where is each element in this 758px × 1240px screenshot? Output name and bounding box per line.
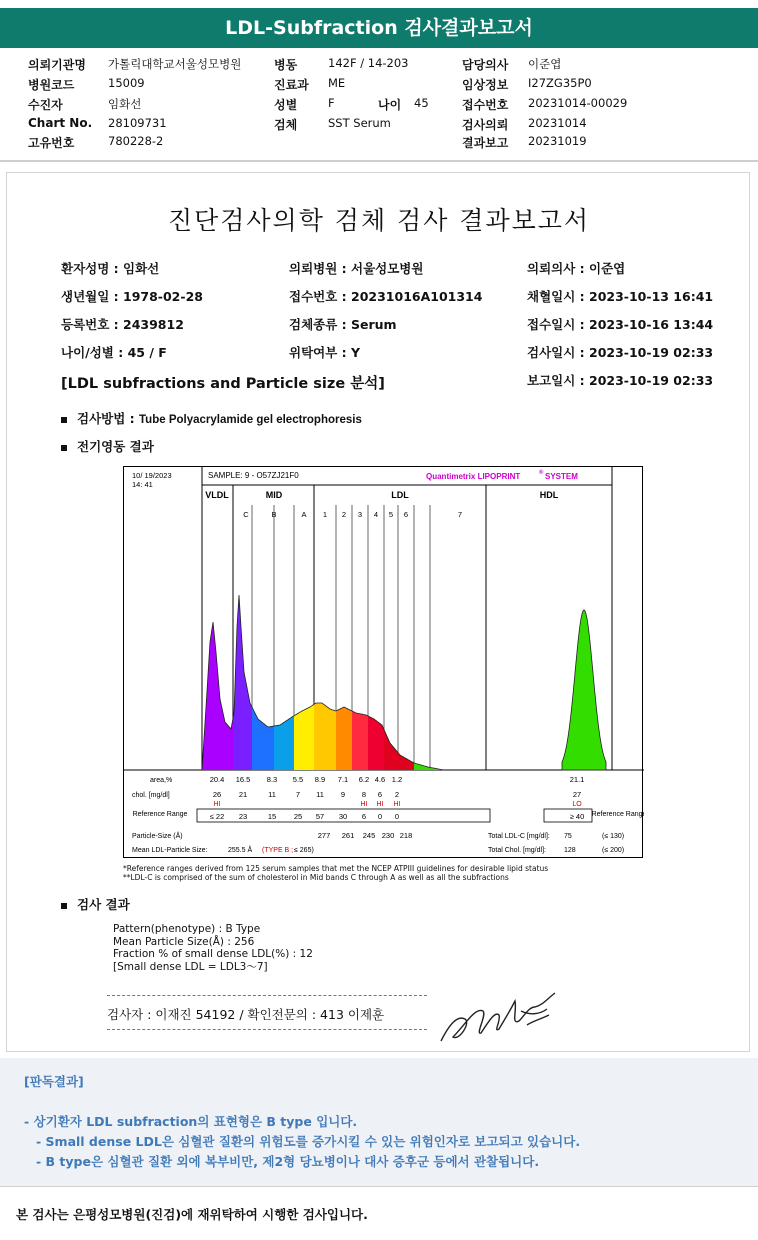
area-value: 21.1	[569, 775, 585, 784]
header-value: I27ZG35P0	[528, 76, 592, 90]
chol-value: 11	[316, 790, 324, 799]
chol-value: 8	[361, 790, 367, 799]
patient-outsourced: 위탁여부 : Y	[289, 345, 361, 360]
signers: 검사자 : 이재진 54192 / 확인전문의 : 413 이제훈	[107, 1007, 385, 1022]
method-line	[61, 409, 362, 427]
patient-doctor: 의뢰의사 : 이준엽	[527, 261, 626, 276]
chol-value: 21	[238, 790, 248, 799]
area-value: 6.2	[358, 775, 370, 784]
area-value: 8.9	[314, 775, 326, 784]
bullet-icon	[61, 417, 67, 423]
band-label: 1	[322, 510, 328, 519]
area-value: 5.5	[292, 775, 304, 784]
patient-reported: 보고일시 : 2023-10-19 02:33	[527, 373, 714, 388]
header-key: 접수번호	[462, 98, 509, 112]
header-value: 780228-2	[108, 134, 164, 148]
result-line: Fraction % of small dense LDL(%) : 12	[113, 948, 313, 960]
fraction-area	[252, 707, 274, 770]
flag-value: LO	[572, 801, 582, 808]
flag-value: HI	[376, 801, 384, 808]
chart-time: 14: 41	[132, 480, 153, 489]
chol-value: 6	[377, 790, 383, 799]
ref-box-hdl	[544, 809, 592, 822]
header-value: 20231014-00029	[528, 96, 628, 110]
result-line: Pattern(phenotype) : B Type	[113, 923, 261, 935]
ref-hdl-label: Reference Range	[591, 811, 644, 818]
header-value: 20231019	[528, 134, 587, 148]
patient-name: 환자성명 : 임화선	[61, 261, 160, 276]
ref-value: 0	[377, 812, 383, 821]
interpretation-panel	[0, 1058, 758, 1186]
electro-heading	[61, 437, 154, 455]
patient-age-sex: 나이/성별 : 45 / F	[61, 345, 167, 360]
total-ldl-label: Total LDL-C [mg/dl]:	[488, 833, 550, 840]
ref-value: 23	[238, 812, 248, 821]
ref-value: 25	[293, 812, 303, 821]
group-label: HDL	[539, 490, 559, 500]
header-key: 진료과	[274, 78, 309, 92]
header-key: 나이	[378, 98, 402, 112]
result-heading	[61, 895, 130, 913]
interpretation-title: [판독결과]	[24, 1074, 84, 1089]
chol-value: 11	[268, 790, 276, 799]
band-label: A	[301, 510, 307, 519]
fraction-area	[274, 716, 294, 770]
chart-brand-suffix: SYSTEM	[545, 472, 578, 481]
group-label: VLDL	[205, 490, 229, 500]
patient-specimen: 검체종류 : Serum	[289, 317, 397, 332]
ref-value: 30	[338, 812, 348, 821]
patient-tested: 검사일시 : 2023-10-19 02:33	[527, 345, 714, 360]
band-label: C	[243, 510, 249, 519]
area-value: 16.5	[235, 775, 251, 784]
electro-label: 전기영동 결과	[77, 439, 154, 454]
header-key: 수진자	[28, 98, 63, 112]
header-key: 병동	[274, 58, 298, 72]
result-label: 검사 결과	[77, 897, 130, 912]
patient-reg-no: 등록번호 : 2439812	[61, 317, 184, 332]
band-label: 3	[357, 510, 363, 519]
header-key: 검체	[274, 118, 298, 132]
particle-value: 245	[362, 831, 376, 840]
particle-value: 230	[381, 831, 395, 840]
chol-value: 7	[295, 790, 301, 799]
particle-value: 277	[317, 831, 331, 840]
particle-value: 218	[399, 831, 413, 840]
ref-value: ≥ 40	[569, 812, 585, 821]
ref-value: 15	[267, 812, 277, 821]
patient-collected: 채혈일시 : 2023-10-13 16:41	[527, 289, 714, 304]
fraction-area	[352, 711, 368, 770]
ref-value: 0	[394, 812, 400, 821]
chart-brand-reg: ®	[539, 470, 544, 476]
band-label: 5	[388, 510, 394, 519]
fraction-area	[368, 716, 384, 770]
mean-size-type: (TYPE B ;	[262, 847, 294, 854]
chol-value: 27	[572, 790, 582, 799]
band-label: 7	[457, 510, 463, 519]
header-key: 성별	[274, 98, 298, 112]
chart-date: 10/ 19/2023	[132, 471, 172, 480]
bottom-note: 본 검사는 은평성모병원(진검)에 재위탁하여 시행한 검사입니다.	[16, 1207, 368, 1222]
band-label: 4	[373, 510, 379, 519]
area-value: 7.1	[337, 775, 349, 784]
electrophoresis-chart	[123, 466, 643, 858]
method-value: Tube Polyacrylamide gel electrophoresis	[139, 414, 362, 426]
header-value: F	[328, 96, 335, 110]
header-key: 임상정보	[462, 78, 509, 92]
header-key: 검사의뢰	[462, 118, 509, 132]
signature-divider	[107, 1029, 427, 1030]
header-value: 28109731	[108, 116, 167, 130]
chart-sample: SAMPLE: 9 - O57ZJ21F0	[208, 471, 299, 480]
interpretation-line: - B type은 심혈관 질환 외에 복부비만, 제2형 당뇨병이나 대사 증후군 등에서 관찰됩니다.	[36, 1154, 540, 1169]
header-value: 15009	[108, 76, 145, 90]
patient-receipt-no: 접수번호 : 20231016A101314	[289, 289, 483, 304]
chart-svg	[124, 467, 644, 859]
header-value: 가톨릭대학교서울성모병원	[108, 57, 242, 71]
group-label: LDL	[391, 490, 409, 500]
header-value: ME	[328, 76, 346, 90]
ref-value: 57	[315, 812, 325, 821]
band-label: B	[271, 510, 277, 519]
interpretation-line: - Small dense LDL은 심혈관 질환의 위험도를 증가시킬 수 있는 위험인자로 보고되고 있습니다.	[36, 1134, 581, 1149]
total-ldl-value: 75	[564, 833, 572, 840]
area-value: 4.6	[374, 775, 386, 784]
footnote-2: **LDL-C is comprised of the sum of cholesterol in Mid bands C through A as well as all the subfractions	[123, 873, 509, 882]
signature-image	[435, 985, 565, 1049]
result-line: [Small dense LDL = LDL3～7]	[113, 960, 268, 973]
flag-value: HI	[360, 801, 368, 808]
total-chol-ref: (≤ 200)	[602, 847, 625, 854]
chart-brand: Quantimetrix LIPOPRINT	[426, 472, 521, 481]
chol-value: 9	[340, 790, 346, 799]
header-key: 고유번호	[28, 136, 75, 150]
result-line: Mean Particle Size(Å) : 256	[113, 935, 255, 948]
ref-row-label: Reference Range	[132, 811, 188, 818]
ref-value: ≤ 22	[209, 812, 225, 821]
page-title: LDL-Subfraction 검사결과보고서	[0, 8, 758, 48]
hdl-peak	[562, 610, 606, 770]
total-ldl-ref: (≤ 130)	[602, 833, 625, 840]
particle-label: Particle-Size (Å)	[132, 833, 183, 840]
fraction-area	[233, 595, 252, 770]
patient-birth: 생년월일 : 1978-02-28	[61, 289, 203, 304]
header-divider	[0, 160, 758, 162]
method-label: 검사방법 :	[77, 411, 135, 426]
mean-size-label: Mean LDL-Particle Size:	[132, 847, 208, 854]
chol-value: 26	[212, 790, 222, 799]
footnote-1: *Reference ranges derived from 125 serum samples that met the NCEP ATPIII guidelines for desirable lipid status	[123, 864, 549, 873]
header-value: SST Serum	[328, 116, 391, 130]
fraction-area	[314, 703, 336, 770]
result-block	[113, 923, 313, 973]
flag-value: HI	[393, 801, 401, 808]
header-value: 이준엽	[528, 57, 562, 71]
patient-received: 접수일시 : 2023-10-16 13:44	[527, 317, 714, 332]
patient-hospital: 의뢰병원 : 서울성모병원	[289, 261, 424, 276]
signature-divider	[107, 995, 427, 996]
flag-value: HI	[213, 801, 221, 808]
interpretation-line: - 상기환자 LDL subfraction의 표현형은 B type 입니다.	[24, 1114, 358, 1129]
chol-value: 2	[394, 790, 400, 799]
header-key: 병원코드	[28, 78, 75, 92]
fraction-area	[336, 707, 352, 770]
report-header	[0, 52, 758, 156]
bullet-icon	[61, 445, 67, 451]
area-value: 8.3	[266, 775, 278, 784]
header-key: Chart No.	[28, 116, 93, 130]
section-title: [LDL subfractions and Particle size 분석]	[61, 376, 385, 392]
header-key: 의뢰기관명	[28, 58, 86, 72]
bullet-icon	[61, 903, 67, 909]
particle-value: 261	[341, 831, 355, 840]
group-label: MID	[265, 490, 283, 500]
chol-row-label: chol. [mg/dl]	[132, 792, 170, 799]
band-label: 2	[341, 510, 347, 519]
header-key: 담당의사	[462, 58, 509, 72]
bottom-divider	[0, 1186, 758, 1187]
ref-value: 6	[361, 812, 367, 821]
report-title: 진단검사의학 검체 검사 결과보고서	[167, 206, 591, 235]
total-chol-label: Total Chol. [mg/dl]:	[488, 847, 546, 854]
header-value: 45	[414, 96, 429, 110]
area-value: 20.4	[209, 775, 225, 784]
header-key: 결과보고	[462, 136, 509, 150]
header-value: 20231014	[528, 116, 587, 130]
header-value: 142F / 14-203	[328, 56, 409, 70]
area-row-label: area,%	[150, 777, 173, 784]
total-chol-value: 128	[564, 847, 576, 854]
area-value: 1.2	[391, 775, 403, 784]
mean-size-limit: ≤ 265)	[294, 847, 314, 854]
header-value: 임화선	[108, 97, 142, 111]
lab-report	[6, 172, 750, 1052]
band-label: 6	[403, 510, 409, 519]
mean-size-value: 255.5 Å	[228, 847, 253, 854]
